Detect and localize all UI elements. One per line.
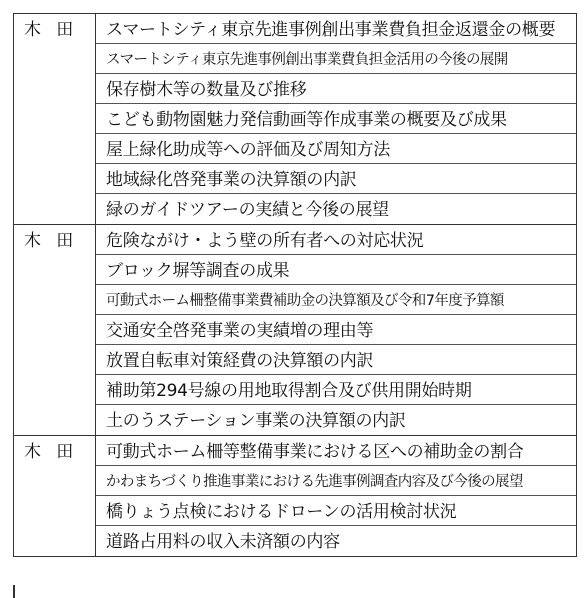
question-list: [96, 225, 577, 435]
question-item: 交通安全啓発事業の実績増の理由等: [96, 315, 576, 345]
question-table: [13, 13, 577, 557]
questioner-name: 木田: [14, 436, 96, 556]
question-item: スマートシティ東京先進事例創出事業費負担金返還金の概要: [96, 14, 576, 44]
question-item: 可動式ホーム柵整備事業費補助金の決算額及び令和7年度予算額: [96, 285, 576, 315]
question-item: 補助第294号線の用地取得割合及び供用開始時期: [96, 375, 576, 405]
question-item: 道路占用料の収入未済額の内容: [106, 532, 340, 552]
questioner-group: [13, 225, 577, 436]
question-item: 保存樹木等の数量及び推移: [96, 74, 576, 104]
question-item: 橋りょう点検におけるドローンの活用検討状況: [96, 496, 576, 526]
question-item: 土のうステーション事業の決算額の内訳: [106, 411, 406, 431]
question-item: かわまちづくり推進事業における先進事例調査内容及び今後の展望: [96, 466, 576, 496]
question-list: [96, 436, 577, 556]
question-item: ブロック塀等調査の成果: [96, 255, 576, 285]
question-item: 屋上緑化助成等への評価及び周知方法: [96, 134, 576, 164]
question-list: [96, 14, 577, 224]
questioner-name: 木田: [14, 225, 96, 435]
questioner-group: [13, 14, 577, 225]
question-item: 可動式ホーム柵等整備事業における区への補助金の割合: [96, 436, 576, 466]
question-item: 危険ながけ・よう壁の所有者への対応状況: [96, 225, 576, 255]
table-left-border-continuation: [13, 585, 15, 598]
question-item: 放置自転車対策経費の決算額の内訳: [96, 345, 576, 375]
question-item: 地域緑化啓発事業の決算額の内訳: [96, 164, 576, 194]
question-item: スマートシティ東京先進事例創出事業費負担金活用の今後の展開: [96, 44, 576, 74]
question-item: 緑のガイドツアーの実績と今後の展望: [106, 200, 389, 220]
question-item: こども動物園魅力発信動画等作成事業の概要及び成果: [96, 104, 576, 134]
questioner-name: 木田: [14, 14, 96, 224]
questioner-group: [13, 436, 577, 557]
